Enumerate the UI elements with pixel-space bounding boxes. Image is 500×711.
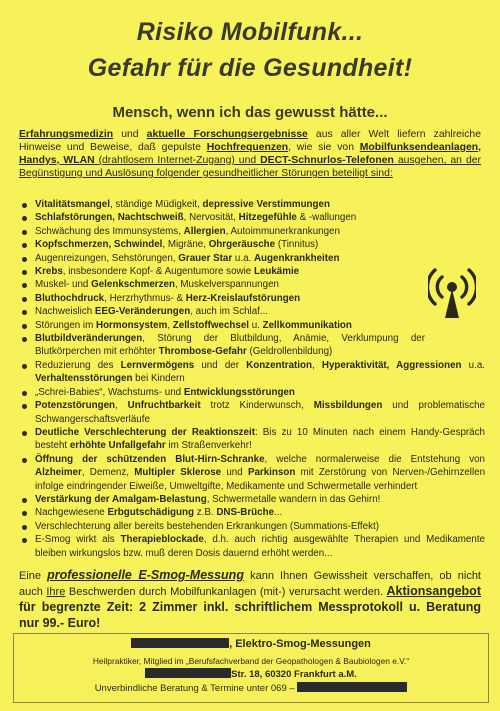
symptom-text: im Straßenverkehr! <box>165 440 252 452</box>
contact-membership: Heilpraktiker, Mitglied im „Berufsfachverband der Geopathologen & Baubiologen e.V.“ <box>92 656 410 666</box>
symptom-text: E-Smog wirkt als <box>35 534 121 546</box>
offer-text: Beschwerden durch Mobilfunkanlagen (mit-) verursacht werden. <box>65 586 387 598</box>
intro-paragraph <box>19 128 481 180</box>
symptom-text: (Geldrollenbildung) <box>246 346 333 358</box>
symptom-item <box>19 238 485 251</box>
symptom-bold: Konzentration <box>246 359 312 371</box>
symptom-text: z.B. <box>193 507 217 519</box>
symptom-bold: Grauer Star <box>178 252 233 264</box>
symptom-item <box>19 399 485 426</box>
intro-text: und <box>113 129 147 140</box>
symptom-item <box>19 359 485 386</box>
symptom-bold: Krebs <box>35 266 63 278</box>
intro-bold: aktuelle Forschungsergebnisse <box>146 129 308 140</box>
symptom-bold: DNS-Brüche <box>216 507 275 519</box>
subtitle: Mensch, wenn ich das gewusst hätte... <box>112 104 388 121</box>
contact-service: , Elektro-Smog-Messungen <box>229 638 371 650</box>
intro-bold: DECT-Schnurlos-Telefonen <box>260 155 394 166</box>
symptom-item <box>19 533 485 560</box>
symptom-bold: Potenzstörungen <box>35 400 116 412</box>
symptom-item <box>19 305 425 318</box>
symptom-text: , d.h. auch richtig ausgewählte Therapien und Medikamente bleiben wirkungslos bzw. muß deren Dosis dauernd erhöht werden... <box>35 534 485 559</box>
symptom-bold: Zellkommunikation <box>262 319 352 331</box>
offer-paragraph <box>19 568 481 632</box>
symptom-item <box>19 426 485 453</box>
symptom-text: Nachgewiesene <box>35 507 108 519</box>
symptom-bold: Lernvermögens <box>120 359 195 371</box>
offer-price-text: für begrenzte Zeit: 2 Zimmer inkl. schriftlichem Messprotokoll u. Beratung nur 99.- Euro! <box>19 600 481 630</box>
symptom-bold: EEG-Veränderungen <box>94 306 191 318</box>
offer-action-label: Aktionsangebot <box>386 584 481 598</box>
symptom-text: mit Zerstörung von Nerven-/Gehirnzellen infolge eindringender Eiweiße, Umweltgifte, Medikamente und Schwermetalle verhindert <box>35 467 486 492</box>
symptom-text: , Muskelverspannungen <box>174 279 279 291</box>
symptom-list <box>19 198 485 560</box>
offer-text: kann Ihnen Gewissheit verschaffen, ob nicht auch <box>19 570 481 598</box>
symptom-text: Störungen im <box>35 319 96 331</box>
symptom-bold: Hitzegefühle <box>238 212 297 224</box>
symptom-bold: Unfruchtbarkeit <box>127 400 201 412</box>
symptom-text: , Störung der Blutbildung, Anämie, Verklumpung der Blutkörperchen mit erhöhter <box>35 333 425 358</box>
symptom-text: , welche normalerweise die Entstehung von <box>264 453 485 465</box>
symptom-bold: Öffnung der schützenden Blut-Hirn-Schranke <box>35 453 265 465</box>
symptom-bold: Gelenkschmerzen <box>91 279 175 291</box>
symptom-bold: Therapieblockade <box>120 534 204 546</box>
symptom-bold: Verhaltensstörungen <box>35 373 133 385</box>
symptom-bold: Ohrgeräusche <box>208 239 276 251</box>
symptom-text: , <box>312 359 322 371</box>
symptom-bold: Augenkrankheiten <box>253 252 340 264</box>
intro-text: , wie sie von <box>288 142 360 153</box>
symptom-bold: Allergien <box>183 225 226 237</box>
symptom-bold: Parkinson <box>247 467 296 479</box>
symptom-text: , Herzrhythmus- & <box>104 292 186 304</box>
symptom-item <box>19 278 425 291</box>
offer-highlight: professionelle E-Smog-Messung <box>47 568 244 582</box>
symptom-text: , ständige Müdigkeit, <box>109 199 203 210</box>
symptom-text: (Tinnitus) <box>275 239 319 251</box>
symptom-text: Nachweislich <box>35 306 95 318</box>
symptom-text: u.a. <box>232 252 254 264</box>
symptom-bold: depressive Verstimmungen <box>202 199 330 210</box>
symptom-text: , insbesondere Kopf- & Augentumore sowie <box>62 266 254 278</box>
contact-phone-line <box>14 682 488 694</box>
symptom-text: und <box>221 467 248 479</box>
intro-text: (drahtlosem Internet-Zugang) und <box>94 155 261 166</box>
symptom-bold: Vitalitätsmangel <box>35 199 110 210</box>
symptom-text: Schwächung des Immunsystems, <box>35 225 184 237</box>
symptom-bold: Entwicklungsstörungen <box>183 386 295 398</box>
intro-bold: Erfahrungsmedizin <box>19 129 114 140</box>
symptom-item <box>19 225 485 238</box>
symptom-item <box>19 198 485 211</box>
symptom-text: und der <box>194 359 247 371</box>
symptom-text: , <box>115 400 128 412</box>
symptom-text: trotz Kinderwunsch, <box>200 400 314 412</box>
symptom-text: u. <box>249 319 263 331</box>
contact-address-line <box>14 668 488 680</box>
symptom-item <box>19 332 425 359</box>
symptom-bold: Zellstoffwechsel <box>172 319 249 331</box>
symptom-bold: Kopfschmerzen, Schwindel <box>35 239 163 251</box>
radio-tower-icon <box>428 264 476 320</box>
symptom-text: , Autoimmunerkrankungen <box>225 225 340 237</box>
symptom-text: , <box>167 319 173 331</box>
symptom-bold: Verstärkung der Amalgam-Belastung <box>35 493 207 505</box>
symptom-text: und problematische Schwangerschaftsverläufe <box>35 400 485 425</box>
contact-box <box>13 633 489 703</box>
symptom-text: Verschlechterung aller bereits bestehenden Erkrankungen (Summations-Effekt) <box>35 520 379 532</box>
offer-text: Eine <box>19 570 48 582</box>
symptom-bold: erhöhte Unfallgefahr <box>69 440 166 452</box>
intro-bold: Mobilfunksendeanlagen, Handys, WLAN <box>19 142 482 166</box>
intro-text: aus aller Welt liefern zahlreiche Hinweise und Beweise, daß gepulste <box>19 129 481 153</box>
symptom-text: , Schwermetalle wandern in das Gehirn! <box>206 493 381 505</box>
symptom-bold: Hormonsystem <box>96 319 168 331</box>
symptom-bold: Thrombose-Gefahr <box>158 346 247 358</box>
symptom-item <box>19 319 425 332</box>
symptom-bold: Missbildungen <box>313 400 383 412</box>
symptom-text: , Demenz, <box>81 467 135 479</box>
symptom-text: & -wallungen <box>296 212 357 224</box>
symptom-text: : Bis zu 10 Minuten nach einem Handy-Gespräch besteht <box>35 426 485 452</box>
symptom-item <box>19 493 485 506</box>
symptom-bold: Leukämie <box>253 266 300 278</box>
symptom-item <box>19 252 425 265</box>
offer-emphasis: Ihre <box>46 586 66 598</box>
title-line-2: Gefahr für die Gesundheit! <box>87 54 413 82</box>
symptom-text: bei Kindern <box>132 373 185 385</box>
symptom-bold: Herz-Kreislaufstörungen <box>185 292 301 304</box>
intro-text: ausgehen, an der Begünstigung und Auslösung folgender gesundheitlicher Störungen beteiligt sind: <box>19 155 481 179</box>
symptom-bold: Hyperaktivität, Aggressionen <box>321 359 462 371</box>
symptom-item <box>19 211 485 224</box>
contact-phone-label: Unverbindliche Beratung & Termine unter 069 – <box>94 683 295 694</box>
symptom-bold: Bluthochdruck <box>35 292 105 304</box>
symptom-text: u.a. <box>461 359 486 371</box>
symptom-text: ... <box>274 507 283 519</box>
symptom-item <box>19 386 485 399</box>
redaction-bar <box>297 682 407 692</box>
symptom-text: Reduzierung des <box>35 359 121 371</box>
symptom-item <box>19 292 425 305</box>
title-line-1: Risiko Mobilfunk... <box>136 18 364 46</box>
symptom-text: , Nervosität, <box>183 212 239 224</box>
symptom-text: Muskel- und <box>35 279 92 291</box>
redaction-bar <box>131 638 229 648</box>
symptom-text: , auch im Schlaf... <box>190 306 269 318</box>
symptom-bold: Alzheimer <box>35 467 82 479</box>
symptom-item <box>19 265 425 278</box>
symptom-text: , Migräne, <box>162 239 209 251</box>
symptom-text: Augenreizungen, Sehstörungen, <box>35 252 179 264</box>
symptom-item <box>19 453 485 493</box>
symptom-bold: Deutliche Verschlechterung der Reaktionszeit <box>35 426 255 438</box>
symptom-item <box>19 520 485 533</box>
contact-name-line <box>14 638 488 650</box>
symptom-bold: Schlafstörungen, Nachtschweiß <box>35 212 184 224</box>
redaction-bar <box>145 668 231 678</box>
symptom-bold: Erbgutschädigung <box>107 507 194 519</box>
symptom-bold: Multipler Sklerose <box>134 467 222 479</box>
intro-bold: Hochfrequenzen <box>206 142 289 153</box>
symptom-item <box>19 506 485 519</box>
symptom-text: „Schrei-Babies“, Wachstums- und <box>35 386 184 398</box>
symptom-bold: Blutbildveränderungen <box>35 333 143 345</box>
contact-address: Str. 18, 60320 Frankfurt a.M. <box>231 669 357 680</box>
